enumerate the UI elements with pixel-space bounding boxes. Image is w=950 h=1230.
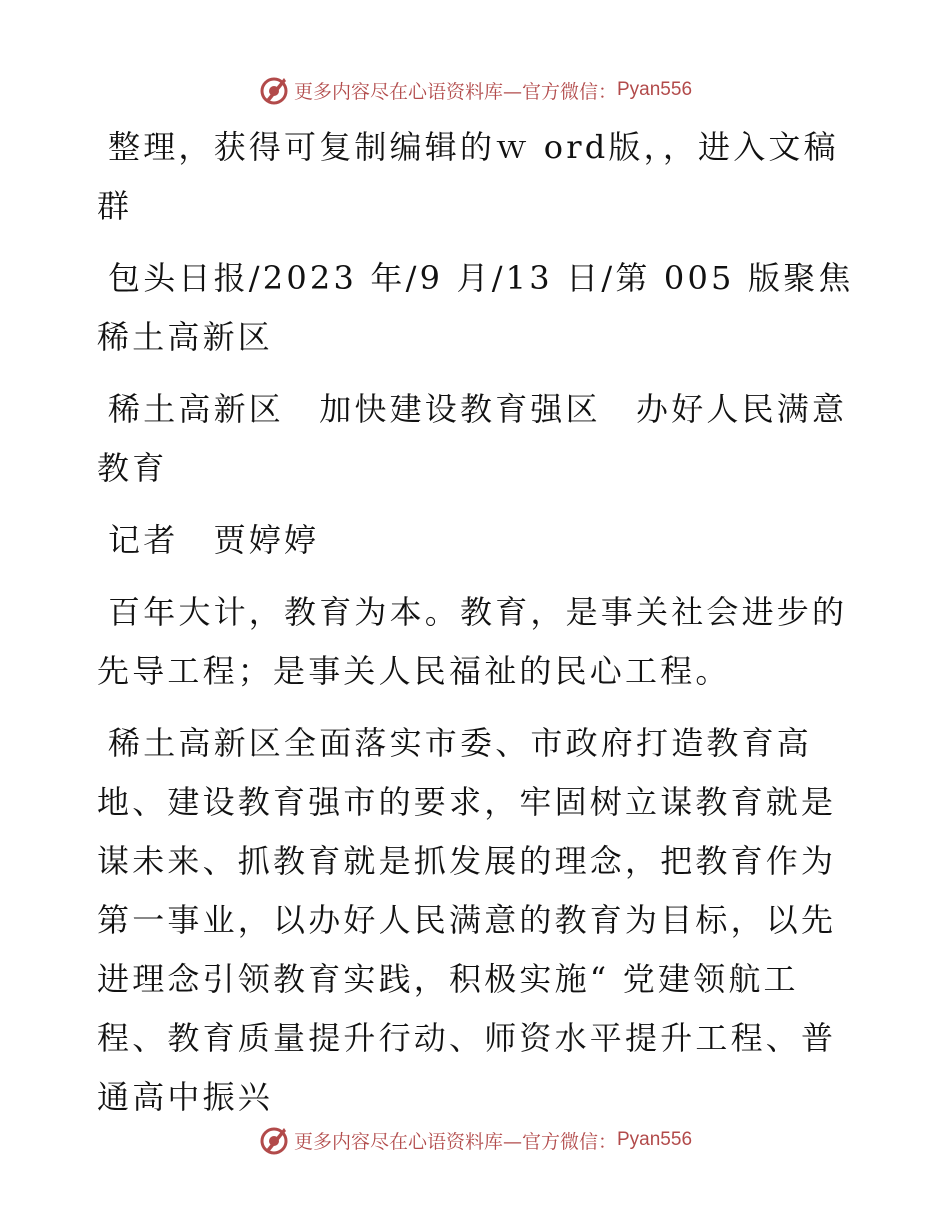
article-byline: 记者 贾婷婷 — [108, 521, 320, 559]
watermark-header — [0, 70, 950, 110]
paragraph-body: 稀土高新区全面落实市委、市政府打造教育高地、建设教育强市的要求，牢固树立谋教育就是谋未来、抓教育就是抓发展的理念，把教育作为第一事业，以办好人民满意的教育为目标，以先进理念引领教育实践，积极实施“ 党建领航工程、教育质量提升行动、师资水平提升工程、普通高中振兴 — [97, 724, 837, 1116]
quill-seal-icon — [258, 74, 290, 106]
watermark-text: 更多内容尽在心语资料库—官方微信： — [293, 1130, 617, 1153]
watermark-text: 更多内容尽在心语资料库—官方微信： — [293, 80, 617, 103]
paragraph-lead: 百年大计，教育为本。教育，是事关社会进步的先导工程；是事关人民福祉的民心工程。 — [97, 593, 848, 690]
watermark-footer — [0, 1120, 950, 1160]
watermark-contact: Pyan556 — [617, 79, 693, 100]
paragraph-intro-note: 整理，获得可复制编辑的ｗ ord版，，进入文稿群 — [97, 128, 839, 225]
quill-seal-icon — [258, 1124, 290, 1156]
document-body — [97, 118, 857, 1140]
article-title: 稀土高新区 加快建设教育强区 办好人民满意教育 — [97, 390, 848, 487]
watermark-contact: Pyan556 — [617, 1129, 693, 1150]
paragraph-source-line: 包头日报/2023 年/9 月/13 日/第 005 版聚焦稀土高新区 — [97, 259, 854, 356]
